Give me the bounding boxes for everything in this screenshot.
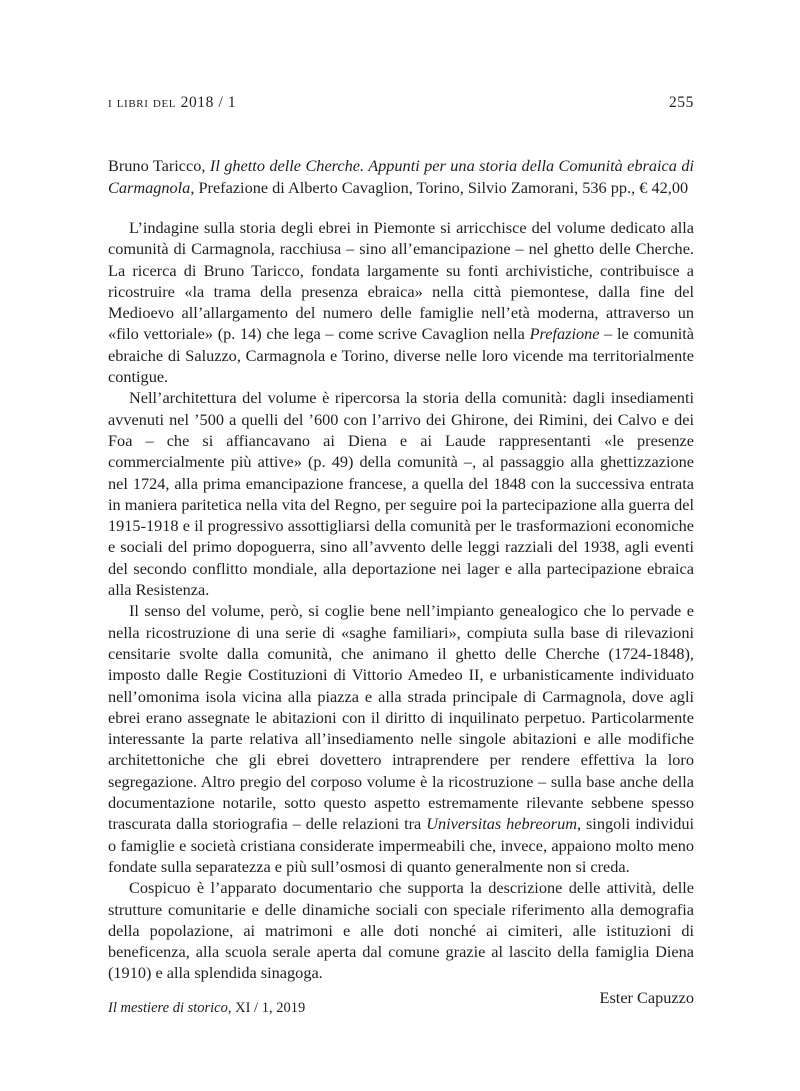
paragraph-3-text-b: , singoli individui o famiglie e società cristiana considerate impermeabili che, invece, appaiono molto meno fondate sulla separatezza e più sull’osmosi di quanto generalmente non si creda. [108, 814, 694, 876]
book-title: Il ghetto delle Cherche. Appunti per una storia della Comunità ebraica di Carmagnola [108, 156, 694, 197]
paragraph-4: Cospicuo è l’apparato documentario che supporta la descrizione delle attività, delle strutture comunitarie e delle dinamiche sociali con speciale riferimento alla demografia della popolazione, ai matrimoni e alle doti nonché ai cimiteri, alle istituzioni di beneficenza, alla scuola serale aperta dal comune grazie al lascito della famiglia Diena (1910) e alla splendida sinagoga. [108, 878, 694, 983]
running-head [108, 94, 694, 116]
page-number: 255 [668, 94, 694, 111]
paragraph-1-text-a: L’indagine sulla storia degli ebrei in Piemonte si arricchisce del volume dedicato alla comunità di Carmagnola, racchiusa – sino all’emancipazione – nel ghetto delle Cherche. La ricerca di Bruno Taricco, fondata largamente su fonti archivistiche, contribuisce a ricostruire «la trama della presenza ebraica» nella città piemontese, dalla fine del Medioevo all’allargamento del numero delle famiglie nell’età moderna, attraverso un «filo vettoriale» (p. 14) che lega – come scrive Cavaglion nella [108, 218, 694, 344]
book-details: , Prefazione di Alberto Cavaglion, Torino, Silvio Zamorani, 536 pp., € 42,00 [190, 177, 689, 197]
book-reference [108, 155, 694, 198]
paragraph-1-text-b: – le comunità ebraiche di Saluzzo, Carmagnola e Torino, diverse nelle loro vicende ma territorialmente contigue. [108, 324, 694, 387]
review-body [108, 217, 694, 1008]
paragraph-3-italic: Universitas hebreorum [426, 814, 577, 834]
paragraph-1-italic: Prefazione [529, 324, 600, 344]
journal-name: Il mestiere di storico [108, 1000, 228, 1016]
document-page [108, 0, 694, 1091]
paragraph-2: Nell’architettura del volume è ripercorsa la storia della comunità: dagli insediamenti avvenuti nel ’500 a quelli del ’600 con l’arrivo dei Ghirone, dei Rimini, dei Calvo e dei Foa – che si affiancavano ai Diena e ai Laude rappresentanti «le presenze commercialmente più attive» (p. 49) della comunità –, al passaggio alla ghettizzazione nel 1724, alla prima emancipazione francese, a quella del 1848 con la successiva entrata in maniera paritetica nella vita del Regno, per seguire poi la partecipazione alla guerra del 1915-1918 e il progressivo assottigliarsi della comunità per le trasformazioni economiche e sociali del primo dopoguerra, sino all’avvento delle leggi razziali del 1938, agli eventi del secondo conflitto mondiale, alla deportazione nei lager e alla partecipazione ebraica alla Resistenza. [108, 388, 694, 600]
journal-issue: , XI / 1, 2019 [227, 1000, 306, 1016]
paragraph-1 [108, 217, 694, 387]
paragraph-3-text-a: Il senso del volume, però, si coglie bene nell’impianto genealogico che lo pervade e nella ricostruzione di una serie di «saghe familiari», compiuta sulla base di rilevazioni censitarie svolte dalla comunità, che animano il ghetto delle Cherche (1724-1848), imposto dalle Regie Costituzioni di Vittorio Amedeo II, e urbanisticamente individuato nell’omonima isola vicina alla piazza e alla strada principale di Carmagnola, dove agli ebrei erano assegnate le abitazioni con il diritto di inquilinato perpetuo. Particolarmente interessante la parte relativa all’insediamento nelle singole abitazioni e alle modifiche architettoniche che gli ebrei dovettero intraprendere per rendere effettiva la loro segregazione. Altro pregio del corposo volume è la ricostruzione – sulla base anche della documentazione notarile, sotto questo aspetto estremamente rilevante sebbene spesso trascurata dalla storiografia – delle relazioni tra [108, 601, 694, 834]
paragraph-3 [108, 600, 694, 877]
running-title: i libri del 2018 / 1 [108, 94, 237, 111]
reviewer-signature: Ester Capuzzo [599, 987, 694, 1007]
book-author: Bruno Taricco, [108, 156, 210, 175]
journal-footer [108, 1000, 305, 1017]
